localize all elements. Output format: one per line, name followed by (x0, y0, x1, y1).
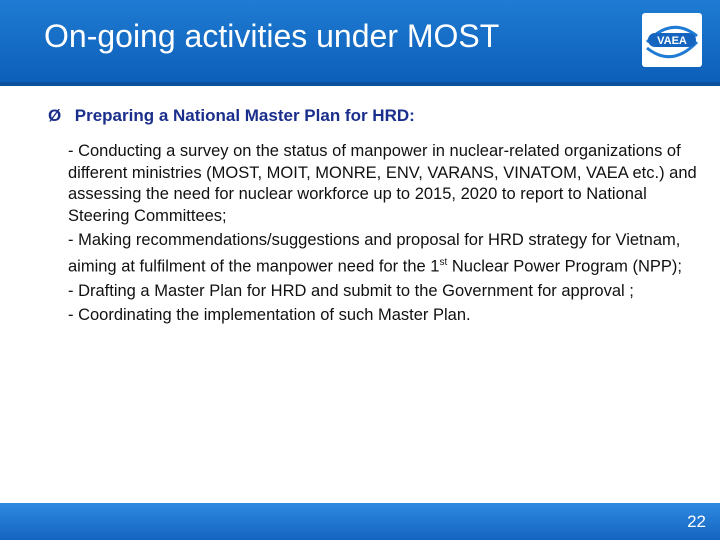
header-divider (0, 82, 720, 86)
paragraph-recommendations-post: Nuclear Power Program (NPP); (447, 257, 682, 275)
paragraph-survey: - Conducting a survey on the status of manpower in nuclear-related organizations of different ministries (MOST, MOIT, MONRE, ENV, VARANS, VINATOM, VAEA etc.) and assessing the need for nuclear workforce up to 2015, 2020 to report to National Steering Committees; (68, 142, 697, 225)
paragraph-recommendations-pre: the 1 (402, 257, 440, 275)
paragraph-recommendations (68, 230, 708, 278)
page-number: 22 (687, 512, 706, 531)
paragraph-drafting: - Drafting a Master Plan for HRD and submit to the Government for approval ; (68, 281, 634, 300)
arrow-bullet-icon: Ø (48, 106, 62, 125)
section-heading (48, 106, 415, 126)
vaea-logo (641, 12, 703, 68)
title-bar (0, 0, 720, 82)
section-heading-text: Preparing a National Master Plan for HRD: (74, 106, 415, 125)
paragraph-coordinating: - Coordinating the implementation of such Master Plan. (68, 306, 471, 324)
footer-bar (0, 503, 720, 540)
logo-text: VAEA (657, 35, 687, 47)
paragraph-recommendations-text: - Making recommendations/suggestions and proposal for HRD strategy for Vietnam, aiming at fulfilment of the manpower need for (68, 231, 681, 275)
body-text (68, 141, 708, 330)
ordinal-superscript: st (439, 256, 448, 268)
slide-title: On-going activities under MOST (44, 18, 500, 54)
